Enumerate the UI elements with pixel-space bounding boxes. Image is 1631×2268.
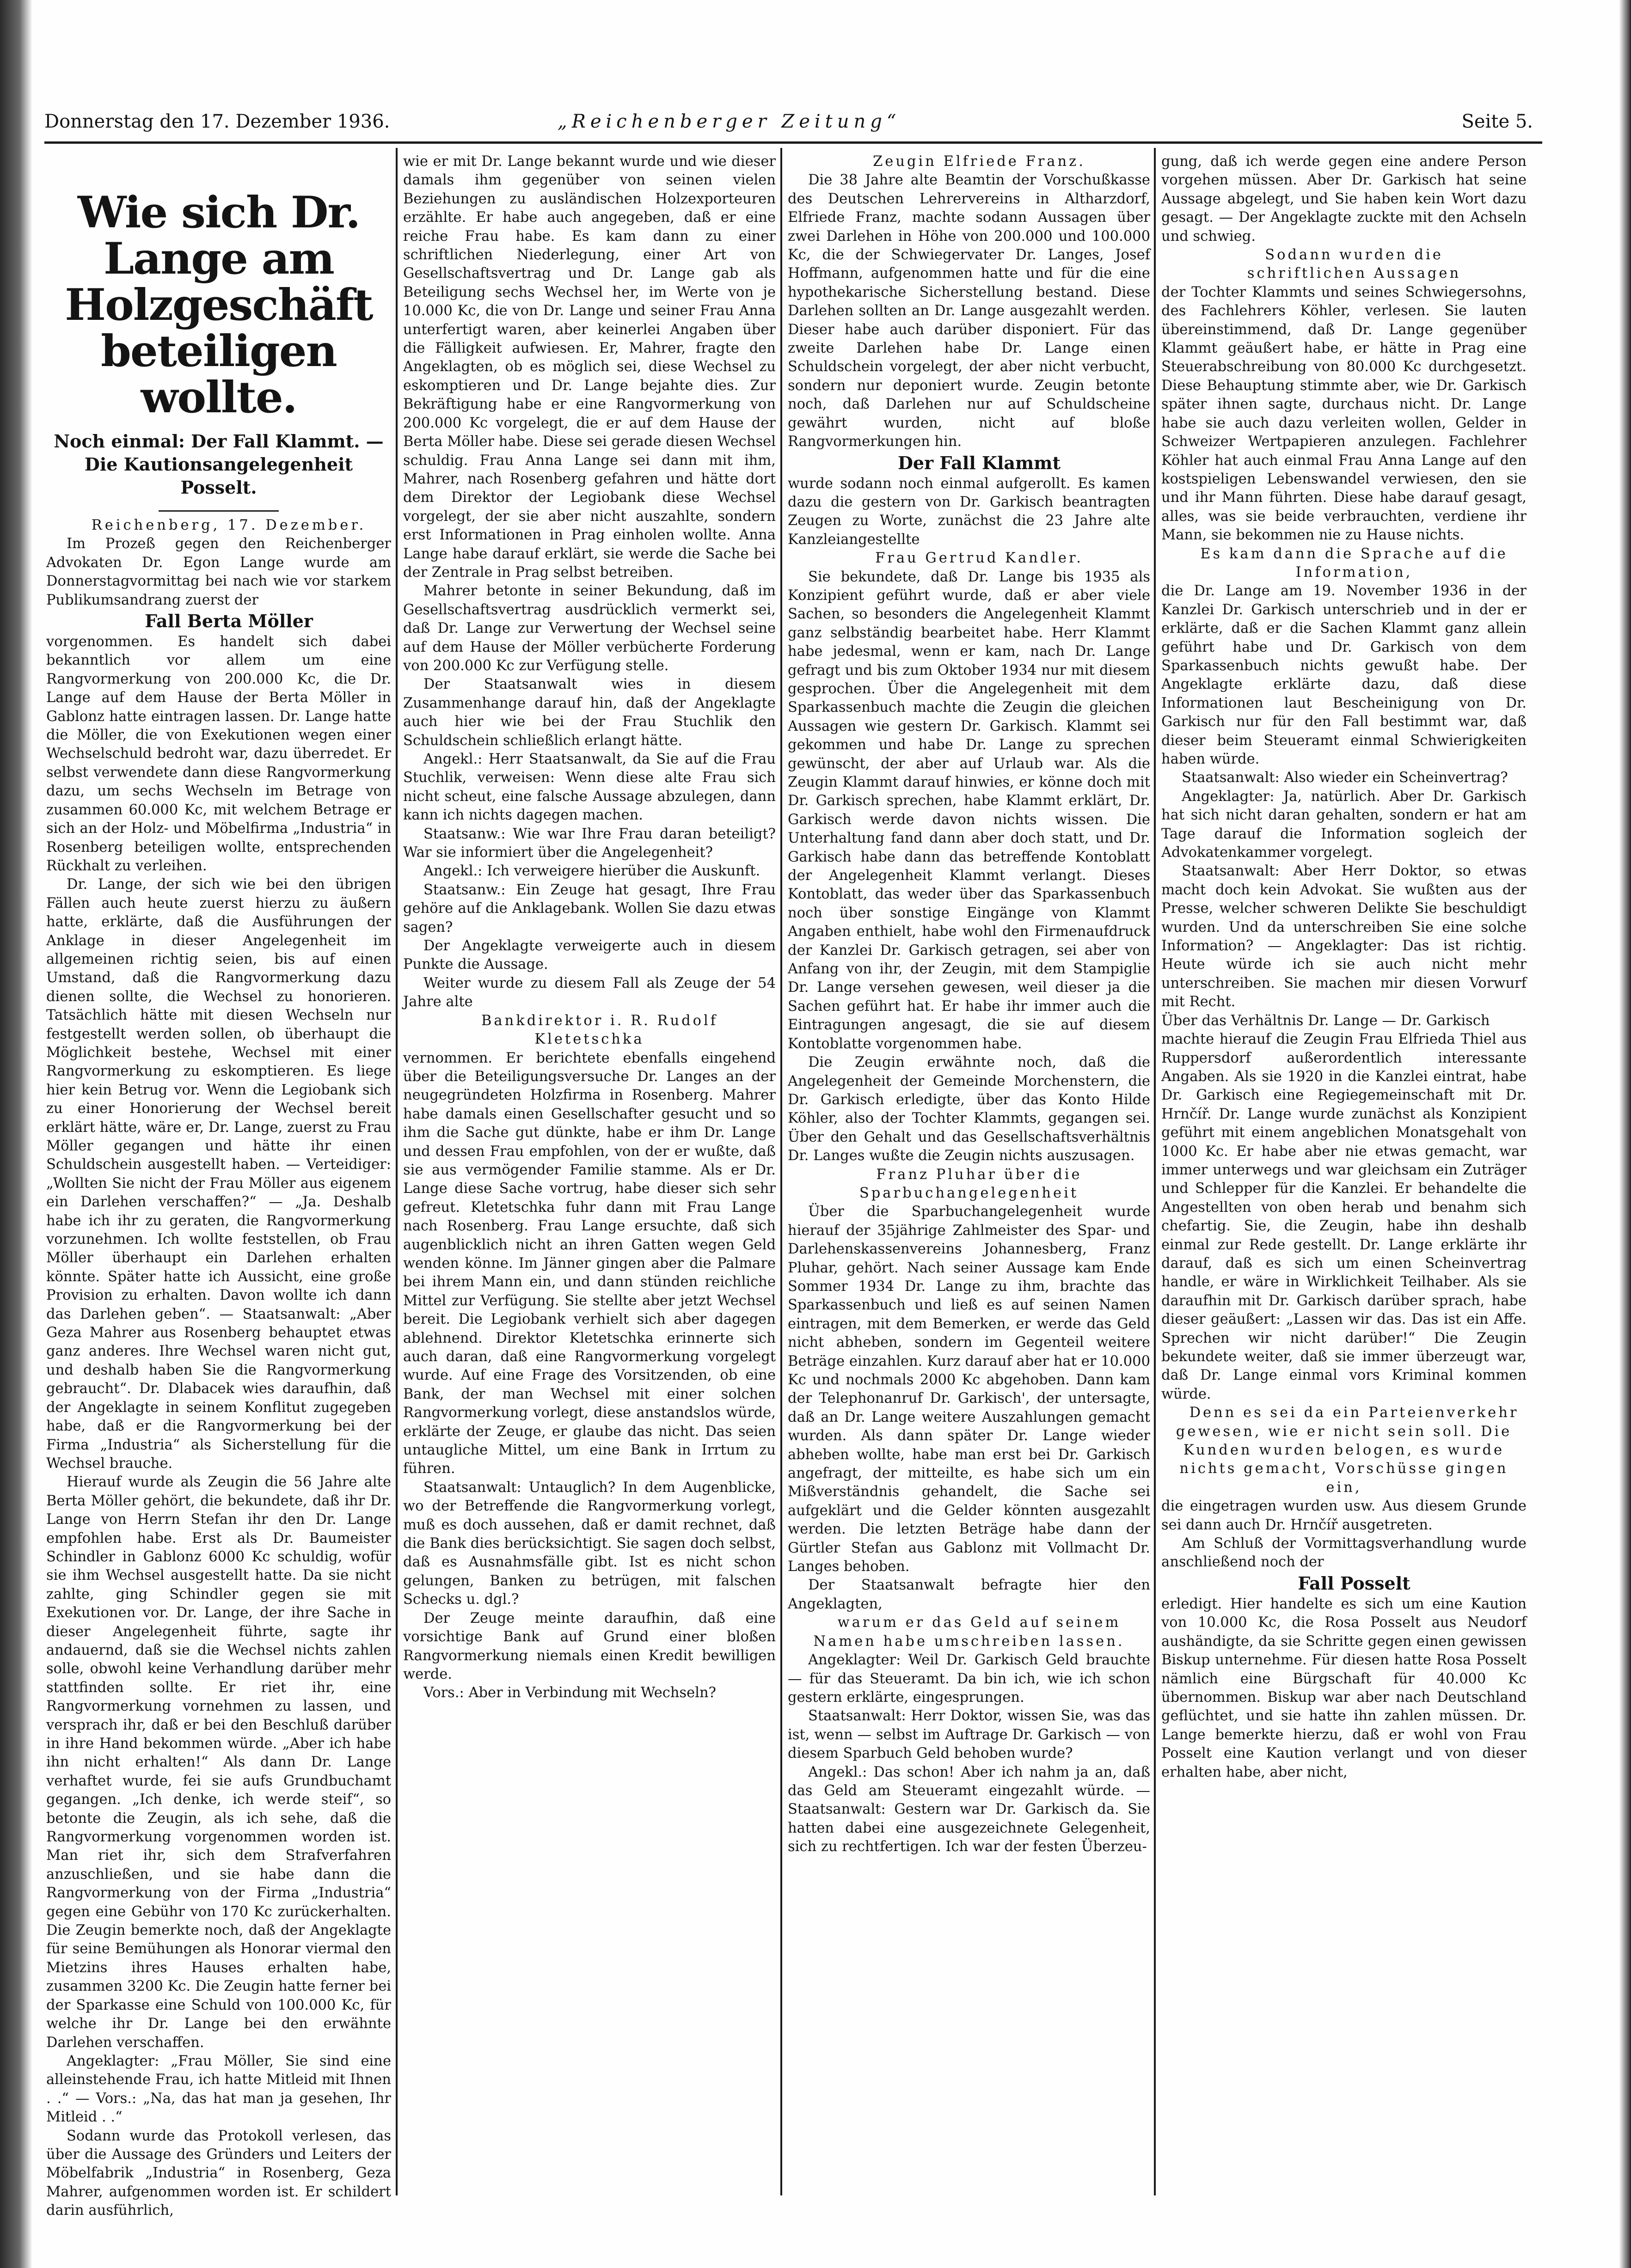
column-1 <box>46 153 391 2220</box>
article-dateline: Reichenberg, 17. Dezember. <box>91 517 367 533</box>
section-heading: Der Fall Klammt <box>897 452 1061 473</box>
paragraph: Im Prozeß gegen den Reichenberger Advokaten Dr. Egon Lange wurde am Donnerstagvormittag bei nach wie vor starkem Publikumsandrang zuerst der <box>46 536 391 608</box>
scan-right-edge <box>1619 0 1631 2268</box>
paragraph: Staatsanwalt: Herr Doktor, wissen Sie, was das ist, wenn — selbst im Auftrage Dr. Garkisch — von diesem Sparbuch Geld behoben wurde? <box>788 1708 1150 1762</box>
paragraph: gung, daß ich werde gegen eine andere Person vorgehen müssen. Aber Dr. Garkisch hat seine Aussage abgelegt, und Sie haben kein Wort dazu gesagt. — Der Angeklagte zuckte mit den Achseln und schwieg. <box>1161 153 1527 245</box>
paragraph: Staatsanw.: Wie war Ihre Frau daran beteiligt? War sie informiert über die Angelegenheit? <box>403 825 776 861</box>
paragraph: Die 38 Jahre alte Beamtin der Vorschußkasse des Deutschen Lehrervereins in Altharzdorf, Elfriede Franz, machte sodann Aussagen über zwei Darlehen in Höhe von 200.000 und 100.000 Kc, die der Schwiegervater Dr. Langes, Josef Hoffmann, aufgenommen hatte und für die eine hypothekarische Sicherstellung bestand. Diese Darlehen sollten an Dr. Lange ausgezahlt werden. Dieser habe auch darüber disponiert. Für das zweite Darlehen habe Dr. Lange einen Schuldschein vorgelegt, der aber nicht verbucht, sondern nur deponiert wurde. Zeugin betonte noch, daß Darlehen nur auf Schuldscheine gewährt wurden, nicht auf bloße Rangvormerkungen hin. <box>788 172 1150 450</box>
paragraph: Über die Sparbuchangelegenheit wurde hierauf der 35jährige Zahlmeister des Spar- und Darlehenskassenvereins Johannesberg, Franz Pluhar, gehört. Nach seiner Aussage kam Ende Sommer 1934 Dr. Lange zu ihm, brachte das Sparkassenbuch und ließ es auf seinen Namen eintragen, mit dem Bemerken, er werde das Geld nicht abheben, sondern im Gegenteil weitere Beträge einzahlen. Kurz darauf aber hat er 10.000 Kc und nochmals 2000 Kc abgehoben. Dann kam der Telephonanruf Dr. Garkisch', der untersagte, daß an Dr. Lange weitere Auszahlungen gemacht wurden. Als dann später Dr. Lange wieder abheben wollte, habe man erst bei Dr. Garkisch angefragt, der mitteilte, es habe sich um ein Mißverständnis gehandelt, die Sache sei aufgeklärt und die Gelder könnten ausgezahlt werden. Die letzten Beträge habe dann der Gürtler Stefan aus Gablonz mit Vollmacht Dr. Langes behoben. <box>788 1204 1150 1575</box>
section-heading: Franz Pluhar über die Sparbuchangelegenheit <box>859 1166 1082 1201</box>
paragraph: Staatsanwalt: Untauglich? In dem Augenblicke, wo der Betreffende die Rangvormerkung vorlegt, muß es doch aussehen, daß er damit rechnet, daß die Bank dies berücksichtigt. Sie sagen doch selbst, daß es Ausnahmsfälle gibt. Ist es nicht schon gelungen, Banken zu betrügen, mit falschen Schecks u. dgl.? <box>403 1479 776 1608</box>
column-4 <box>1161 153 1527 1782</box>
paragraph: Staatsanwalt: Also wieder ein Scheinvertrag? <box>1182 770 1508 786</box>
paragraph: erledigt. Hier handelte es sich um eine Kaution von 10.000 Kc, die Rosa Posselt aus Neudorf aushändigte, da sie Schritte gegen einen gewissen Biskup unternehme. Für diesen hatte Rosa Posselt nämlich eine Bürgschaft für 40.000 Kc übernommen. Biskup war aber nach Deutschland geflüchtet, und sie hatte ihn zahlen müssen. Dr. Lange bemerkte hierzu, daß er wohl von Frau Posselt eine Kaution verlangt und von dieser erhalten habe, aber nicht, <box>1161 1596 1527 1780</box>
paragraph: Der Staatsanwalt befragte hier den Angeklagten, <box>788 1577 1150 1612</box>
section-heading: Information, <box>1295 564 1413 581</box>
paragraph: Weiter wurde zu diesem Fall als Zeuge der 54 Jahre alte <box>403 975 776 1010</box>
paragraph: die Dr. Lange am 19. November 1936 in der Kanzlei Dr. Garkisch unterschrieb und in der er erklärte, daß er die Sachen Klammt ganz allein geführt habe und Dr. Garkisch von dem Sparkassenbuch nichts gewußt habe. Der Angeklagte erklärte dazu, daß diese Informationen laut Bescheinigung von Dr. Garkisch nur für den Fall bestimmt war, daß dieser beim Steueramt einmal Schwierigkeiten haben würde. <box>1161 583 1527 767</box>
paragraph: Sodann wurden die <box>1265 247 1443 263</box>
section-heading: Über das Verhältnis Dr. Lange — Dr. Garkisch <box>1161 1012 1490 1029</box>
column-rule <box>396 148 398 2195</box>
paragraph: Sie bekundete, daß Dr. Lange bis 1935 als Konzipient geführt wurde, daß er aber viele Sachen, so besonders die Angelegenheit Klammt ganz selbständig bearbeitet habe. Herr Klammt habe jedesmal, wenn er kam, nach Dr. Lange gefragt und bis zum Oktober 1934 nur mit diesem gesprochen. Über die Angelegenheit mit dem Sparkassenbuch machte die Zeugin die gleichen Aussagen wie gestern Dr. Garkisch. Klammt sei gekommen und habe Dr. Lange zu sprechen gewünscht, der aber auf Urlaub war. Als die Zeugin Klammt darauf hinwies, er könne doch mit Dr. Garkisch sprechen, habe Klammt erklärt, Dr. Garkisch werde davon nichts wissen. Die Unterhaltung fand dann aber doch statt, und Dr. Garkisch habe dann das betreffende Kontoblatt der Angelegenheit Klammt verlangt. Dieses Kontoblatt, das weder über das Sparkassenbuch noch über sonstige Eingänge von Klammt Angaben enthielt, habe wohl den Firmenaufdruck der Kanzlei Dr. Garkisch getragen, sei aber von Anfang von ihr, der Zeugin, mit dem Stampiglie Dr. Lange versehen gewesen, weil dieser ja die Sachen geführt hat. Er habe ihr immer auch die Eintragungen angesagt, die sie auf diesem Kontoblatte vorgenommen habe. <box>788 569 1150 1052</box>
paragraph: Der Zeuge meinte daraufhin, daß eine vorsichtige Bank auf Grund einer bloßen Rangvormerkung niemals einen Kredit bewilligen werde. <box>403 1610 776 1682</box>
page-header <box>44 111 1533 139</box>
paragraph: Der Staatsanwalt wies in diesem Zusammenhange darauf hin, daß der Angeklagte auch hier wie bei der Frau Stuchlik den Schuldschein schließlich erlangt hätte. <box>403 676 776 749</box>
header-page-number: Seite 5. <box>1461 111 1533 132</box>
section-heading: Fall Berta Möller <box>145 611 313 632</box>
paragraph: Es kam dann die Sprache auf die <box>1200 545 1508 562</box>
header-paper-title: „Reichenberger Zeitung“ <box>558 111 901 132</box>
paragraph: Angeklagter: Weil Dr. Garkisch Geld brauchte — für das Steueramt. Da bin ich, wie ich schon gestern erklärte, eingesprungen. <box>788 1652 1150 1706</box>
paragraph: vernommen. Er berichtete ebenfalls eingehend über die Beteiligungsversuche Dr. Langes an der neugegründeten Holzfirma in Rosenberg. Mahrer habe damals einen Gesellschafter gesucht und so ihm die Sache gut dünkte, habe er ihm Dr. Lange und dessen Frau empfohlen, von der er wußte, daß sie aus vermögender Familie stamme. Als er Dr. Lange diese Sache vortrug, habe dieser sich sehr gefreut. Kletetschka fuhr dann mit Frau Lange nach Rosenberg. Frau Lange ersuchte, daß sich augenblicklich nicht an ihren Gatten wegen Geld wenden könne. Im Jänner gingen aber die Palmare bei ihrem Mann ein, und dann stünden reichliche Mittel zur Verfügung. Sie stellte aber jetzt Wechsel bereit. Die Legiobank verhielt sich aber dagegen ablehnend. Direktor Kletetschka erinnerte sich auch daran, daß eine Rangvormerkung vorgelegt wurde. Auf eine Frage des Vorsitzenden, ob eine Bank, der man Wechsel mit einer solchen Rangvormerkung vorlegt, diese anstandslos würde, erklärte der Zeuge, er glaube das nicht. Das seien untaugliche Mittel, um eine Bank in Irrtum zu führen. <box>403 1050 776 1477</box>
section-heading: schriftlichen Aussagen <box>1247 265 1461 282</box>
paragraph: Sodann wurde das Protokoll verlesen, das über die Aussage des Gründers und Leiters der Möbelfabrik „Industria“ in Rosenberg, Geza Mahrer, aufgenommen worden ist. Er schildert darin ausführlich, <box>46 2127 391 2219</box>
paragraph: Der Angeklagte verweigerte auch in diesem Punkte die Aussage. <box>403 938 776 973</box>
paragraph: Angekl.: Das schon! Aber ich nahm ja an, daß das Geld am Steueramt eingezahlt würde. — Staatsanwalt: Gestern war Dr. Garkisch da. Sie hatten dabei eine ausgezeichnete Gelegenheit, sich zu rechtfertigen. Ich war der festen Überzeu- <box>788 1764 1150 1855</box>
paragraph: Vors.: Aber in Verbindung mit Wechseln? <box>423 1685 716 1701</box>
scan-left-edge <box>0 0 32 2268</box>
paragraph: Denn es sei da ein Parteienverkehr gewesen, wie er nicht sein soll. Die Kunden wurden belogen, es wurde nichts gemacht, Vorschüsse gingen ein, <box>1176 1405 1519 1496</box>
paragraph: Staatsanw.: Ein Zeuge hat gesagt, Ihre Frau gehöre auf die Anklagebank. Wollen Sie dazu etwas sagen? <box>403 881 776 935</box>
paragraph: Angekl.: Ich verweigere hierüber die Auskunft. <box>423 863 760 880</box>
divider <box>159 510 279 512</box>
paragraph: machte hierauf die Zeugin Frau Elfrieda Thiel aus Ruppersdorf außerordentlich interessante Angaben. Als sie 1920 in die Kanzlei eintrat, habe Dr. Garkisch eine Regiegemeinschaft mit Dr. Hrnčíř. Dr. Lange wurde zunächst als Konzipient geführt mit einem angeblichen Monatsgehalt von 1000 Kc. Er habe aber nie etwas gemacht, war immer unterwegs und war gleichsam ein Zuträger und Schlepper für die Kanzlei. Er behandelte die Angestellten von oben herab und benahm sich chefartig. Sie, die Zeugin, habe ihn deshalb einmal zur Rede gestellt. Dr. Lange erklärte ihr darauf, daß es sich um einen Scheinvertrag handle, er wäre in Wirklichkeit Teilhaber. Als sie daraufhin mit Dr. Garkisch darüber sprach, habe dieser geäußert: „Lassen wir das. Das ist ein Affe. Sprechen wir nicht darüber!“ Die Zeugin bekundete weiter, daß sie immer überzeugt war, daß Dr. Lange einmal vors Kriminal kommen würde. <box>1161 1031 1527 1402</box>
section-heading: Fall Posselt <box>1298 1572 1410 1594</box>
section-heading: Zeugin Elfriede Franz. <box>873 153 1085 170</box>
paragraph: Die Zeugin erwähnte noch, daß die Angelegenheit der Gemeinde Morchenstern, die Dr. Garkisch erledigte, über das Konto Hilde Köhler, also der Tochter Klammts, gegangen sei. Über den Gehalt und das Gesellschaftsverhältnis Dr. Langes wußte die Zeugin nichts auszusagen. <box>788 1054 1150 1164</box>
paragraph: Angeklagter: Ja, natürlich. Aber Dr. Garkisch hat sich nicht daran gehalten, sondern er hat am Tage darauf die Information sogleich der Advokatenkammer vorgelegt. <box>1161 788 1527 861</box>
paragraph: Hierauf wurde als Zeugin die 56 Jahre alte Berta Möller gehört, die bekundete, daß ihr Dr. Lange von Herrn Stefan ihr den Dr. Lange empfohlen habe. Erst als Dr. Baumeister Schindler in Gablonz 6000 Kc schuldig, wofür sie ihm Wechsel ausgestellt hatte. Da sie nicht zahlte, ging Schindler gegen sie mit Exekutionen vor. Dr. Lange, der ihre Sache in dieser Angelegenheit führte, sagte ihr andauernd, daß sie die Wechsel nichts zahlen solle, obwohl keine Verhandlung darüber mehr stattfinden sollte. Er riet ihr, eine Rangvormerkung vornehmen zu lassen, und versprach ihr, daß er bei den Beschluß darüber in ihre Hand bekommen würde. „Aber ich habe ihn nicht erhalten!“ Als dann Dr. Lange verhaftet wurde, fei sie aufs Grundbuchamt gegangen. „Ich denke, ich werde steif“, so betonte die Zeugin, als ich sehe, daß die Rangvormerkung vorgenommen worden ist. Man riet ihr, sich dem Strafverfahren anzuschließen, und sie habe dann die Rangvormerkung von der Firma „Industria“ gegen eine Gebühr von 170 Kc zurückerhalten. Die Zeugin bemerkte noch, daß der Angeklagte für seine Bemühungen als Honorar viermal den Mietzins ihres Hauses erhalten habe, zusammen 3200 Kc. Die Zeugin hatte ferner bei der Sparkasse eine Schuld von 100.000 Kc, für welche ihr Dr. Lange bei den erwähnte Darlehen verschaffen. <box>46 1474 391 2051</box>
paragraph: vorgenommen. Es handelt sich dabei bekanntlich vor allem um eine Rangvormerkung von 200.000 Kc, die Dr. Lange auf dem Hause der Berta Möller in Gablonz hatte eintragen lassen. Dr. Lange hatte die Möller, die von Exekutionen wegen einer Wechselschuld bedroht war, dazu überredet. Er selbst verwendete dann diese Rangvormerkung dazu, um sechs Wechseln im Betrage von zusammen 60.000 Kc, mit welchem Betrage er sich an der Holz- und Möbelfirma „Industria“ in Rosenberg beteiligen wollte, entsprechenden Rückhalt zu verleihen. <box>46 634 391 874</box>
column-2 <box>403 153 776 1703</box>
paragraph: Mahrer betonte in seiner Bekundung, daß im Gesellschaftsvertrag ausdrücklich vermerkt sei, daß Dr. Lange zur Verwertung der Wechsel seine auf dem Hause der Möller verbücherte Forderung von 200.000 Kc zur Verfügung stelle. <box>403 583 776 674</box>
column-rule <box>1154 148 1156 2195</box>
paragraph: Angekl.: Herr Staatsanwalt, da Sie auf die Frau Stuchlik, verweisen: Wenn diese alte Frau sich nicht scheut, eine falsche Aussage abzulegen, dann kann ich nichts dagegen machen. <box>403 751 776 824</box>
article-headline: Wie sich Dr. Lange am Holzgeschäft beteiligen wollte. <box>65 187 373 423</box>
article-subhead: Noch einmal: Der Fall Klammt. — Die Kautionsangelegenheit Posselt. <box>54 431 384 498</box>
paragraph: Dr. Lange, der sich wie bei den übrigen Fällen auch heute zuerst hierzu zu äußern hatte, erklärte, daß die Ausführungen der Anklage in dieser Angelegenheit im allgemeinen richtig seien, bis auf einen Umstand, daß die Rangvormerkung dazu dienen sollte, die Wechsel zu honorieren. Tatsächlich hätte mit diesen Wechseln nur festgestellt werden sollen, ob überhaupt die Möglichkeit bestehe, Wechsel mit einer Rangvormerkung zu eskomptieren. Es liege hier kein Betrug vor. Wenn die Legiobank sich zu einer Honorierung der Wechsel bereit erklärt hätte, wäre er, Dr. Lange, zuerst zu Frau Möller gegangen und hätte ihr einen Schuldschein ausgestellt haben. — Verteidiger: „Wollten Sie nicht der Frau Möller aus eigenem ein Darlehen verschaffen?“ — „Ja. Deshalb habe ich ihr zu geraten, die Rangvormerkung vorzunehmen. Ich wollte feststellen, ob Frau Möller überhaupt ein Darlehen erhalten könnte. Später hatte ich Aussicht, eine große Provision zu erhalten. Davon wollte ich dann das Darlehen geben“. — Staatsanwalt: „Aber Geza Mahrer aus Rosenberg behauptet etwas ganz anderes. Ihre Wechsel waren nicht gut, und deshalb haben Sie die Rangvormerkung gebraucht“. Dr. Dlabacek wies daraufhin, daß der Angeklagte in seinem Konflitut zugegeben habe, daß er die Rangvormerkung bei der Firma „Industria“ als Sicherstellung für die Wechsel brauche. <box>46 876 391 1472</box>
paragraph: Angeklagter: „Frau Möller, Sie sind eine alleinstehende Frau, ich hatte Mitleid mit Ihnen . .“ — Vors.: „Na, das hat man ja gesehen, Ihr Mitleid . .“ <box>46 2053 391 2126</box>
section-heading: Bankdirektor i. R. Rudolf Kletetschka <box>481 1012 718 1048</box>
paragraph: die eingetragen wurden usw. Aus diesem Grunde sei dann auch Dr. Hrnčíř ausgetreten. <box>1161 1498 1527 1533</box>
section-heading: warum er das Geld auf seinem Namen habe umschreiben lassen. <box>813 1614 1125 1650</box>
paragraph: wie er mit Dr. Lange bekannt wurde und wie dieser damals ihm gegenüber von seinen vielen Beziehungen zu ausländischen Holzexporteuren erzählte. Er habe auch angegeben, daß er eine reiche Frau habe. Es kam dann zu einer schriftlichen Niederlegung, einer Art von Gesellschaftsvertrag und Dr. Lange gab als Beteiligung sechs Wechsel her, im Werte von je 10.000 Kc, die von Dr. Lange und seiner Frau Anna unterfertigt waren, aber keinerlei Angaben über die Fälligkeit aufwiesen. Er, Mahrer, fragte den Angeklagten, ob es möglich sei, diese Wechsel zu eskomptieren und Dr. Lange bejahte dies. Zur Bekräftigung habe er eine Rangvormerkung von 200.000 Kc vorgelegt, die er auf dem Hause der Berta Möller habe. Diese sei gerade diesen Wechsel schuldig. Frau Anna Lange sei dann mit ihm, Mahrer, nach Rosenberg gefahren und hätte dort dem Direktor der Legiobank diese Wechsel vorgelegt, der sie aber nicht auszahlte, sondern erst Informationen in Prag einholen wollte. Anna Lange habe darauf erklärt, sie werde die Sache bei der Zentrale in Prag selbst betreiben. <box>403 153 776 581</box>
column-3 <box>788 153 1150 1857</box>
column-rule <box>780 148 782 2195</box>
paragraph: Am Schluß der Vormittagsverhandlung wurde anschließend noch der <box>1161 1535 1527 1571</box>
paragraph: wurde sodann noch einmal aufgerollt. Es kamen dazu die gestern von Dr. Garkisch beantragten Zeugen zu Worte, zunächst die 23 Jahre alte Kanzleiangestellte <box>788 475 1150 548</box>
header-rule <box>44 141 1542 144</box>
section-heading: Frau Gertrud Kandler. <box>875 550 1083 567</box>
paragraph: der Tochter Klammts und seines Schwiegersohns, des Fachlehrers Köhler, verlesen. Sie lauten übereinstimmend, daß Dr. Lange gegenüber Klammt geäußert habe, er hätte in Prag eine Steuerabschreibung von 80.000 Kc durchgesetzt. Diese Behauptung stimmte aber, wie Dr. Garkisch später ihnen sagte, durchaus nicht. Dr. Lange habe sie auch dazu verleiten wollen, Gelder in Schweizer Wertpapieren anzulegen. Fachlehrer Köhler hat auch einmal Frau Anna Lange auf den kostspieligen Lebenswandel verwiesen, den sie und ihr Mann führten. Diese habe darauf gesagt, alles, was sie beide verbrauchten, verdiene ihr Mann, sie bekommen nie zu Hause nichts. <box>1161 284 1527 544</box>
header-date: Donnerstag den 17. Dezember 1936. <box>44 111 390 132</box>
paragraph: Staatsanwalt: Aber Herr Doktor, so etwas macht doch kein Advokat. Sie wußten aus der Presse, welcher schweren Delikte Sie beschuldigt wurden. Und da unterschreiben Sie eine solche Information? — Angeklagter: Das ist richtig. Heute würde ich sie auch nicht mehr unterschreiben. Sie machen mir diesen Vorwurf mit Recht. <box>1161 863 1527 1010</box>
